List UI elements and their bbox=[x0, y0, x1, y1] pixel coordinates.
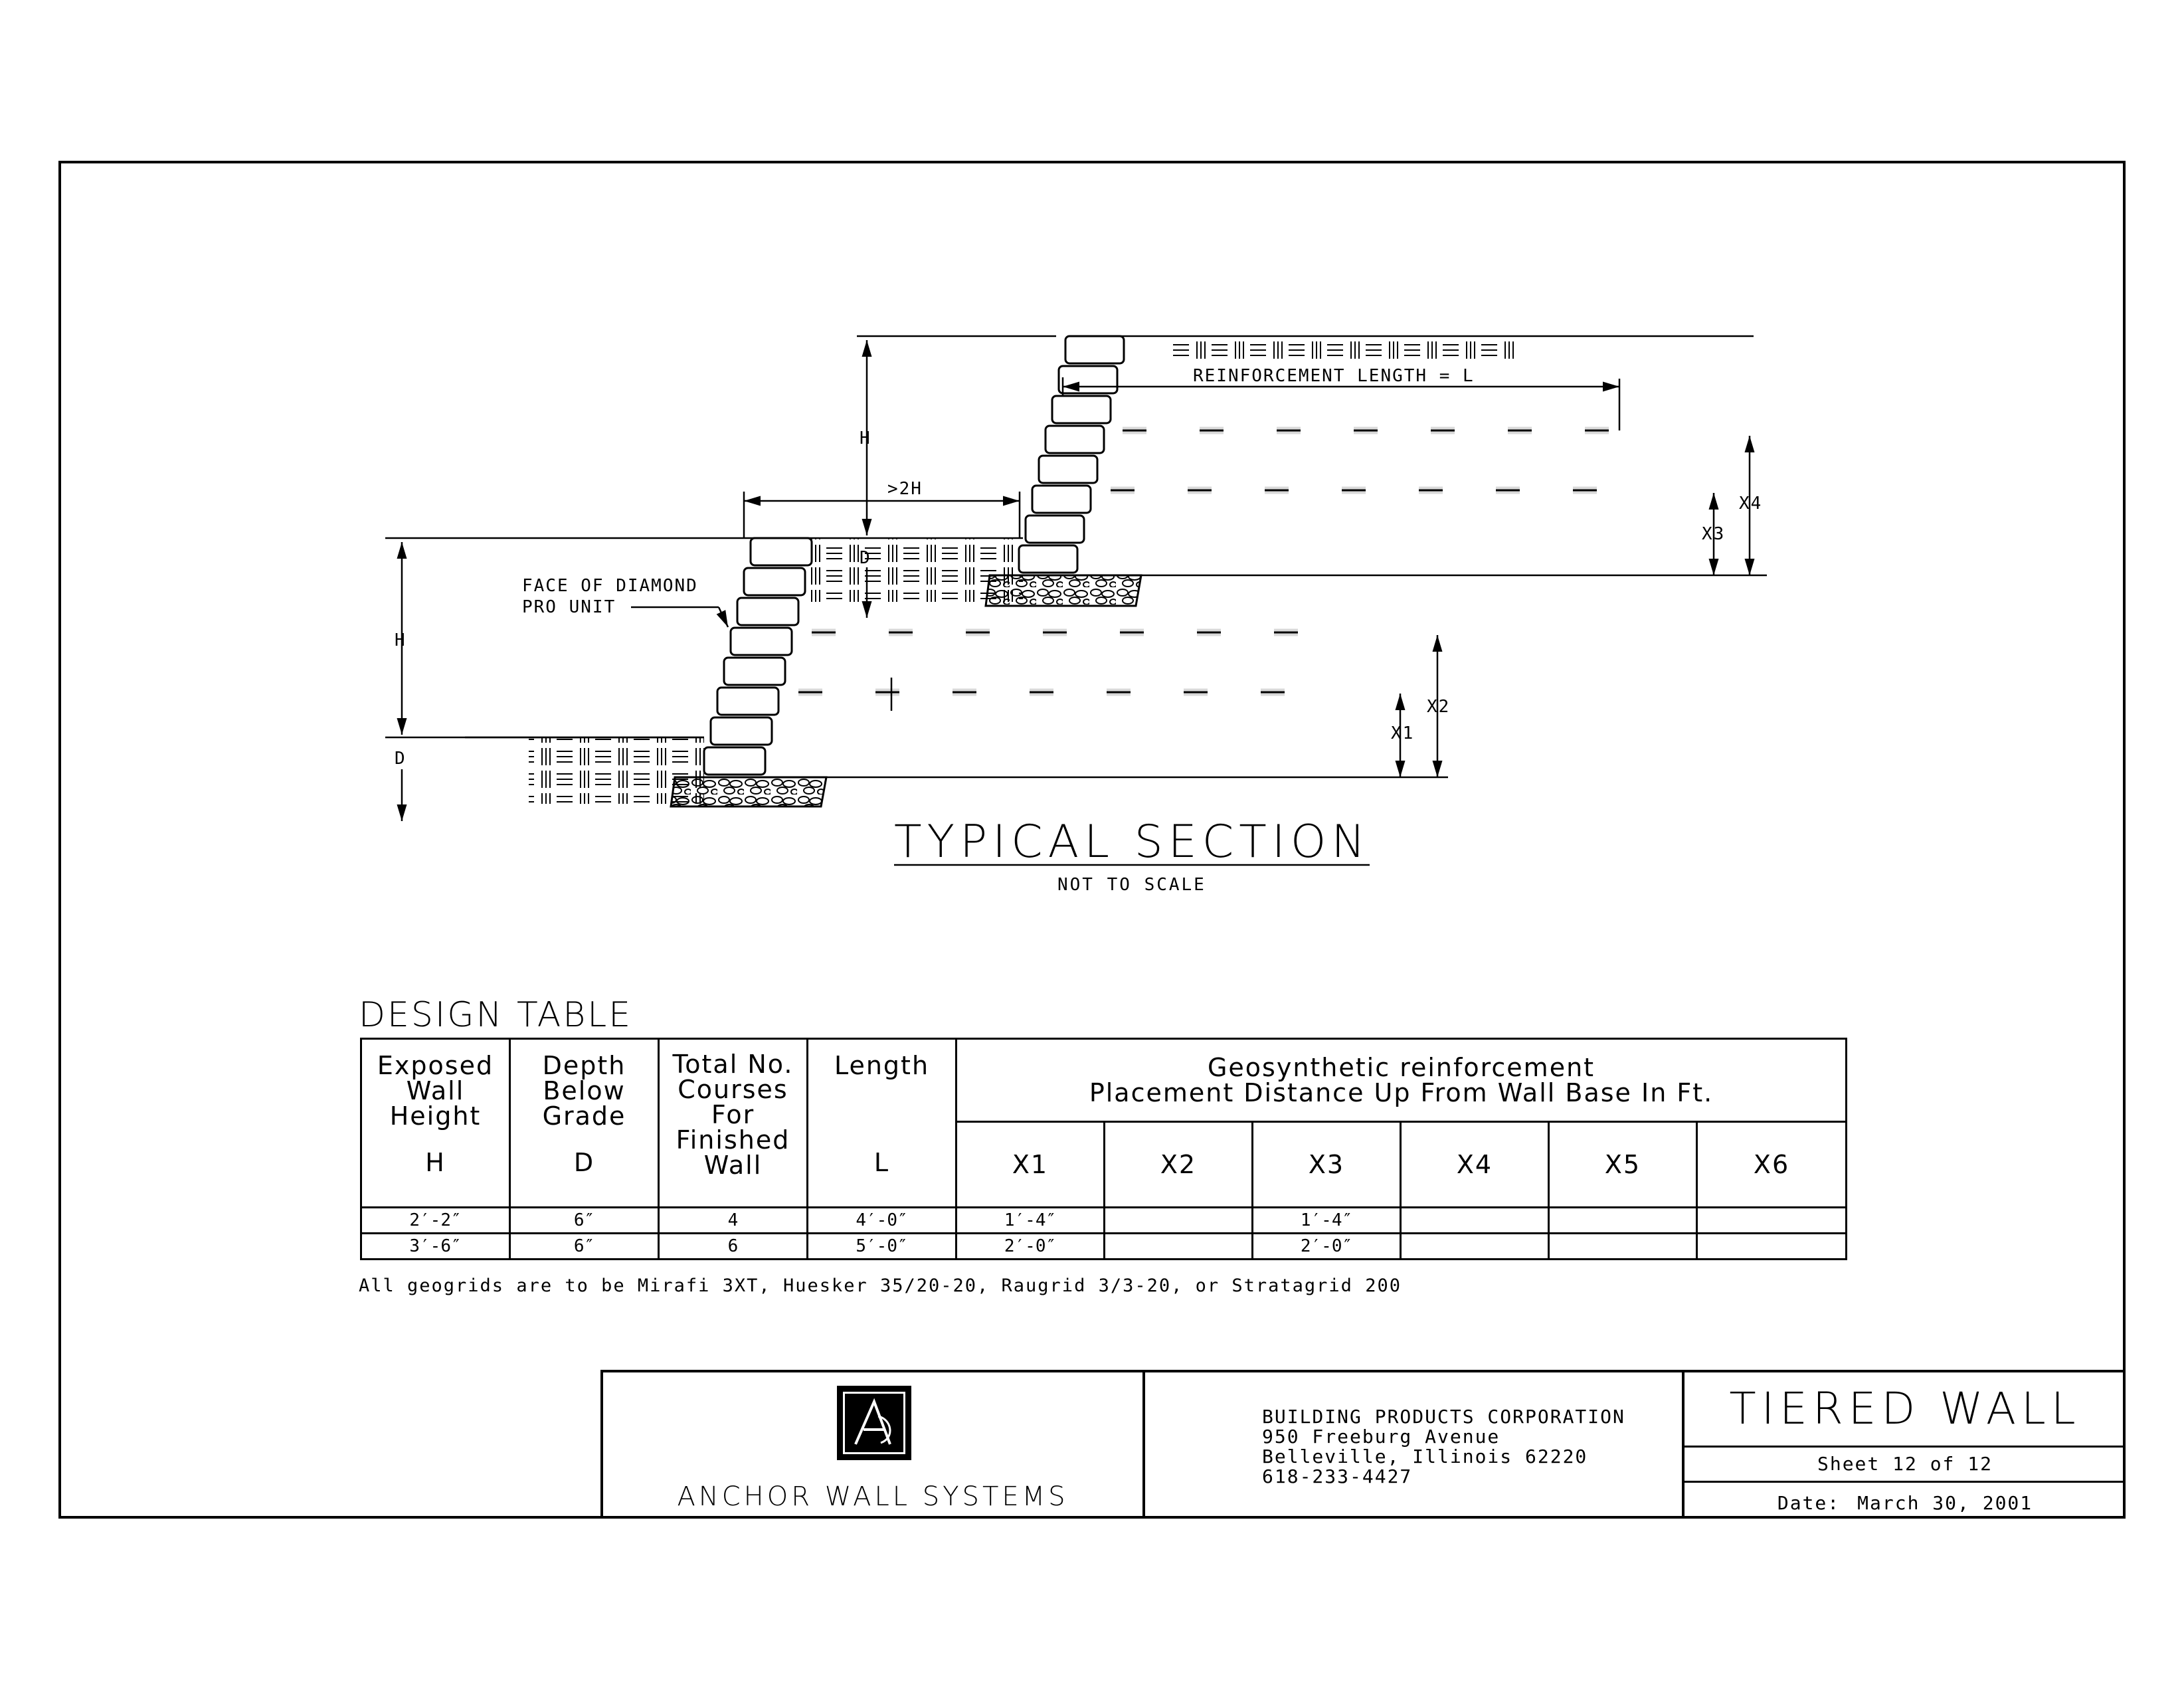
wall-block bbox=[1065, 336, 1124, 363]
setback-label: >2H bbox=[887, 479, 923, 499]
x3-label: X3 bbox=[1702, 524, 1726, 544]
upper-tier-wall-blocks bbox=[1019, 336, 1124, 573]
title-block bbox=[600, 1370, 2126, 1519]
wall-block bbox=[1026, 516, 1084, 543]
table-cell: 3′-6″ bbox=[361, 1234, 510, 1260]
header-length: Length L bbox=[808, 1039, 956, 1208]
table-cell: 1′-4″ bbox=[1253, 1208, 1401, 1234]
table-cell: 2′-0″ bbox=[1253, 1234, 1401, 1260]
x1-label: X1 bbox=[1391, 723, 1415, 743]
h-upper-label: H bbox=[860, 428, 871, 448]
table-cell: 6 bbox=[659, 1234, 808, 1260]
address-line-1: BUILDING PRODUCTS CORPORATION bbox=[1262, 1406, 1625, 1428]
wall-block bbox=[731, 628, 792, 655]
lower-leveling-pad bbox=[671, 777, 826, 806]
header-depth-below-grade: Depth Below Grade D bbox=[510, 1039, 659, 1208]
wall-block bbox=[1059, 366, 1117, 393]
face-label-line2: PRO UNIT bbox=[522, 597, 616, 617]
wall-block bbox=[724, 658, 785, 685]
section-title: TYPICAL SECTION bbox=[894, 816, 1371, 868]
table-cell: 4 bbox=[659, 1208, 808, 1234]
table-cell bbox=[1697, 1234, 1847, 1260]
design-table-body bbox=[361, 1208, 1847, 1260]
h-lower-label: H bbox=[395, 630, 407, 650]
section-subtitle: NOT TO SCALE bbox=[1057, 875, 1206, 895]
wall-block bbox=[711, 717, 772, 745]
face-label-line1: FACE OF DIAMOND bbox=[522, 576, 698, 596]
geogrid-note: All geogrids are to be Mirafi 3XT, Huesker 35/20-20, Raugrid 3/3-20, or Stratagrid 200 bbox=[359, 1275, 1402, 1296]
section-title-group bbox=[894, 816, 1370, 895]
header-x2: X2 bbox=[1105, 1122, 1253, 1208]
address-line-4: 618-233-4427 bbox=[1262, 1465, 1413, 1487]
lower-soil bbox=[465, 737, 704, 804]
anchor-a-logo-icon bbox=[837, 1386, 911, 1460]
header-x1: X1 bbox=[956, 1122, 1105, 1208]
header-x3: X3 bbox=[1253, 1122, 1401, 1208]
table-cell bbox=[1401, 1234, 1549, 1260]
title-block-address-cell bbox=[1145, 1372, 1684, 1519]
table-row bbox=[361, 1208, 1847, 1234]
company-name: ANCHOR WALL SYSTEMS bbox=[677, 1481, 1069, 1512]
date-value: March 30, 2001 bbox=[1857, 1492, 2033, 1514]
sheet-date bbox=[1684, 1492, 2126, 1514]
table-cell bbox=[1697, 1208, 1847, 1234]
sheet-title: TIERED WALL bbox=[1729, 1383, 2081, 1434]
lower-tier-wall-blocks bbox=[704, 538, 812, 775]
upper-leveling-pad bbox=[986, 575, 1141, 606]
wall-block bbox=[744, 568, 805, 595]
x2-label: X2 bbox=[1427, 697, 1451, 717]
table-cell: 6″ bbox=[510, 1234, 659, 1260]
address-line-2: 950 Freeburg Avenue bbox=[1262, 1426, 1501, 1448]
wall-block bbox=[1039, 456, 1097, 483]
table-cell bbox=[1549, 1234, 1697, 1260]
header-x5: X5 bbox=[1549, 1122, 1697, 1208]
wall-block bbox=[1019, 545, 1077, 573]
table-cell bbox=[1401, 1208, 1549, 1234]
d-lower-label: D bbox=[395, 749, 407, 769]
table-cell: 2′-2″ bbox=[361, 1208, 510, 1234]
table-cell: 1′-4″ bbox=[956, 1208, 1105, 1234]
sheet-number-row bbox=[1684, 1446, 2126, 1483]
table-row bbox=[361, 1234, 1847, 1260]
wall-block bbox=[1046, 426, 1104, 453]
company-address bbox=[1262, 1407, 1625, 1487]
x4-label: X4 bbox=[1739, 494, 1763, 514]
wall-block bbox=[717, 688, 778, 715]
header-exposed-height: Exposed Wall Height H bbox=[361, 1039, 510, 1208]
header-total-courses: Total No. Courses For Finished Wall bbox=[659, 1039, 808, 1208]
wall-block bbox=[737, 598, 798, 625]
design-table-title: DESIGN TABLE bbox=[359, 995, 633, 1035]
title-block-logo-cell bbox=[603, 1372, 1145, 1519]
wall-block bbox=[704, 747, 765, 775]
upper-backfill-soil bbox=[1116, 336, 1754, 359]
header-x6: X6 bbox=[1697, 1122, 1847, 1208]
address-line-3: Belleville, Illinois 62220 bbox=[1262, 1446, 1588, 1467]
header-geosynthetic: Geosynthetic reinforcement Placement Distance Up From Wall Base In Ft. bbox=[956, 1039, 1847, 1122]
date-label: Date: bbox=[1777, 1492, 1841, 1514]
wall-block bbox=[1052, 396, 1111, 423]
reinforcement-length-label: REINFORCEMENT LENGTH = L bbox=[1193, 366, 1475, 386]
d-upper-label: D bbox=[860, 548, 871, 568]
face-leader bbox=[631, 607, 728, 627]
table-cell bbox=[1549, 1208, 1697, 1234]
title-block-sheet-cell bbox=[1684, 1372, 2126, 1519]
table-cell: 4′-0″ bbox=[808, 1208, 956, 1234]
table-cell bbox=[1105, 1234, 1253, 1260]
table-cell bbox=[1105, 1208, 1253, 1234]
sheet-number: Sheet 12 of 12 bbox=[1817, 1453, 1993, 1475]
table-cell: 2′-0″ bbox=[956, 1234, 1105, 1260]
header-x4: X4 bbox=[1401, 1122, 1549, 1208]
table-cell: 5′-0″ bbox=[808, 1234, 956, 1260]
wall-block bbox=[751, 538, 812, 565]
table-cell: 6″ bbox=[510, 1208, 659, 1234]
wall-block bbox=[1032, 486, 1091, 513]
design-table bbox=[360, 1038, 1847, 1260]
